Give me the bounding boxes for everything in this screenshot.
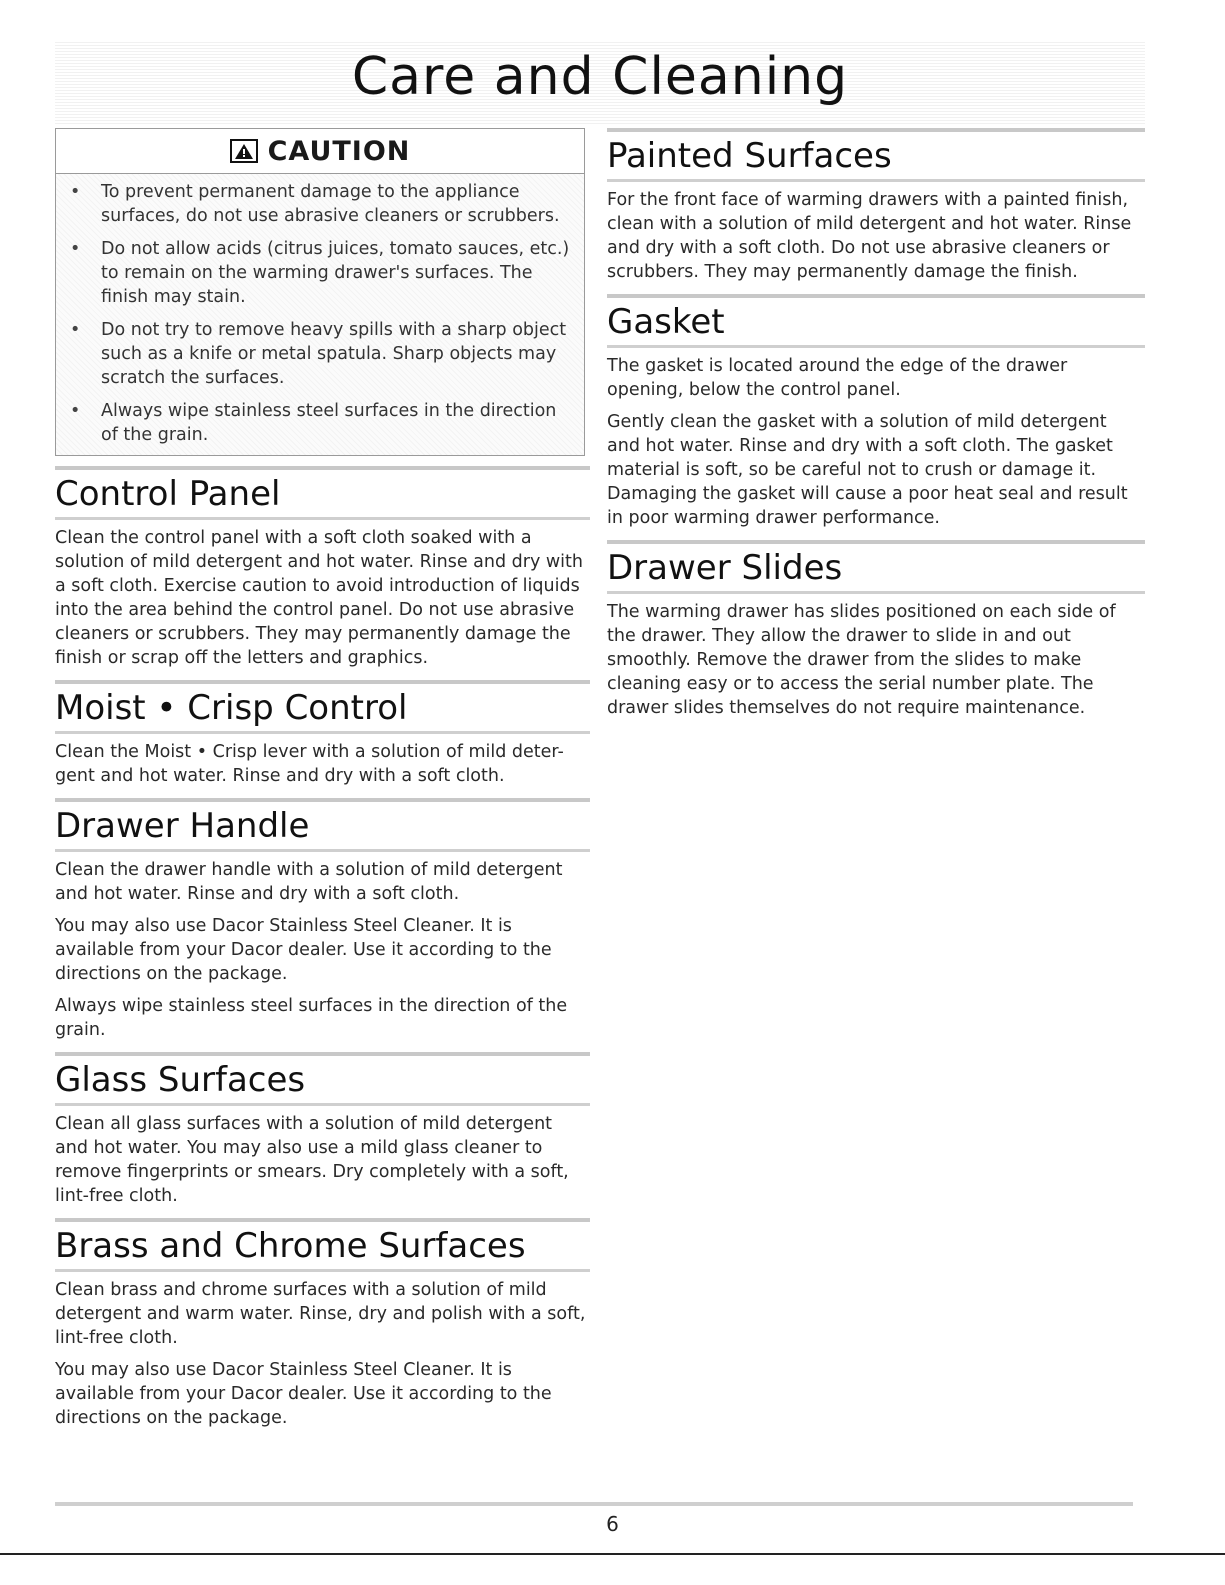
section-brass-chrome-surfaces <box>55 1218 590 1430</box>
section-moist-crisp-control <box>55 680 590 788</box>
section-paragraph: You may also use Dacor Stainless Steel Cleaner. It is available from your Dacor dealer. Use it according to the directions on the package. <box>55 916 552 984</box>
caution-header <box>56 129 584 174</box>
section-title: Control Panel <box>55 474 281 514</box>
section-paragraph: Clean all glass surfaces with a solution of mild detergent and hot water. You may also use a mild glass cleaner to remove fingerprints or smears. Dry completely with a soft, lint-free cloth. <box>55 1114 569 1206</box>
section-paragraph: Clean brass and chrome surfaces with a solution of mild detergent and warm water. Rinse, dry and polish with a soft, lint-free cloth. <box>55 1280 586 1348</box>
section-title: Drawer Handle <box>55 806 310 846</box>
section-paragraph: Clean the Moist • Crisp lever with a solution of mild deter-gent and hot water. Rinse and dry with a soft cloth. <box>55 742 564 786</box>
caution-item: • Do not try to remove heavy spills with a sharp object such as a knife or metal spatula. Sharp objects may scratch the surfaces. <box>68 318 574 390</box>
right-column <box>607 128 1145 728</box>
section-drawer-slides <box>607 540 1145 720</box>
section-paragraph: Clean the drawer handle with a solution of mild detergent and hot water. Rinse and dry with a soft cloth. <box>55 860 563 904</box>
left-column <box>55 128 590 1438</box>
page-title-bar <box>55 42 1145 124</box>
caution-box <box>55 128 585 456</box>
section-paragraph: The gasket is located around the edge of the drawer opening, below the control panel. <box>607 356 1068 400</box>
section-paragraph: Clean the control panel with a soft cloth soaked with a solution of mild detergent and hot water. Rinse and dry with a soft cloth. Exercise caution to avoid introduction of liquids into the area behind the control panel. Do not use abrasive cleaners or scrubbers. They may permanently damage the finish or scrap off the letters and graphics. <box>55 528 583 668</box>
caution-label: CAUTION <box>267 135 411 167</box>
section-paragraph: Always wipe stainless steel surfaces in the direction of the grain. <box>55 996 568 1040</box>
section-paragraph: Gently clean the gasket with a solution of mild detergent and hot water. Rinse and dry with a soft cloth. The gasket material is soft, so be careful not to crush or damage it. Damaging the gasket will cause a poor heat seal and result in poor warming drawer performance. <box>607 412 1128 528</box>
section-paragraph: For the front face of warming drawers with a painted finish, clean with a solution of mild detergent and hot water. Rinse and dry with a soft cloth. Do not use abrasive cleaners or scrubbers. They may permanently damage the finish. <box>607 190 1132 282</box>
page-number: 6 <box>606 1512 619 1536</box>
caution-item: • Do not allow acids (citrus juices, tomato sauces, etc.) to remain on the warming drawer's surfaces. The finish may stain. <box>68 237 574 309</box>
section-paragraph: You may also use Dacor Stainless Steel Cleaner. It is available from your Dacor dealer. Use it according to the directions on the package. <box>55 1360 552 1428</box>
section-title: Moist • Crisp Control <box>55 688 408 728</box>
section-title: Brass and Chrome Surfaces <box>55 1226 526 1266</box>
footer-divider <box>55 1502 1133 1506</box>
section-title: Gasket <box>607 302 725 342</box>
warning-triangle-icon <box>230 139 258 163</box>
section-paragraph: The warming drawer has slides positioned on each side of the drawer. They allow the drawer to slide in and out smoothly. Remove the drawer from the slides to make cleaning easy or to access the serial number plate. The drawer slides themselves do not require maintenance. <box>607 602 1116 718</box>
page-bottom-edge <box>0 1553 1225 1555</box>
section-drawer-handle <box>55 798 590 1042</box>
section-glass-surfaces <box>55 1052 590 1208</box>
caution-item: • Always wipe stainless steel surfaces in the direction of the grain. <box>68 399 574 447</box>
section-gasket <box>607 294 1145 530</box>
caution-item: • To prevent permanent damage to the appliance surfaces, do not use abrasive cleaners or scrubbers. <box>68 180 574 228</box>
section-title: Drawer Slides <box>607 548 843 588</box>
caution-list <box>56 174 584 447</box>
section-control-panel <box>55 466 590 670</box>
section-title: Painted Surfaces <box>607 136 892 176</box>
section-title: Glass Surfaces <box>55 1060 306 1100</box>
page-title: Care and Cleaning <box>351 47 849 107</box>
section-painted-surfaces <box>607 128 1145 284</box>
